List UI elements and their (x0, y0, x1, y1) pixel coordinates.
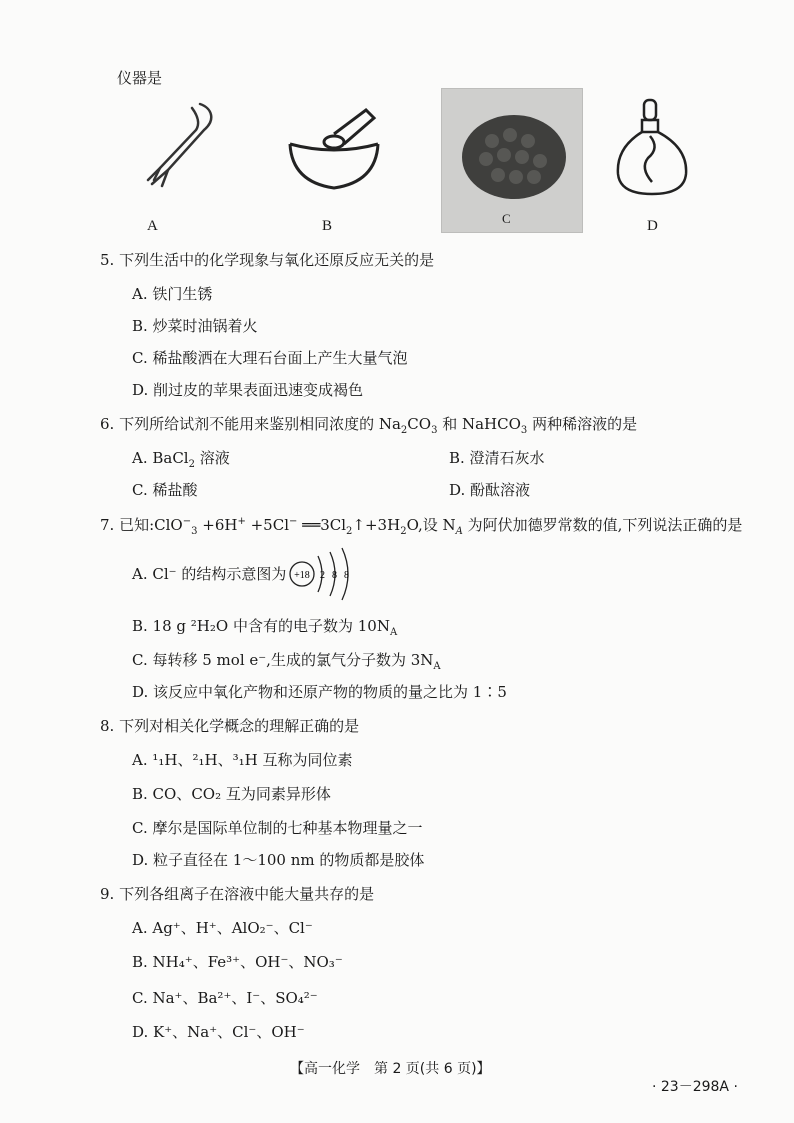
q6-option-b: B. 澄清石灰水 (449, 449, 545, 467)
figure-label-b: B (322, 218, 333, 234)
shell-2-count: 8 (332, 570, 337, 581)
nucleus-charge: +18 (294, 570, 310, 581)
intro-text: 仪器是 (117, 69, 163, 87)
mortar-pestle-icon (284, 104, 384, 194)
shell-3-count: 8 (344, 570, 349, 581)
q9-stem: 9. 下列各组离子在溶液中能大量共存的是 (100, 885, 375, 903)
q8-stem: 8. 下列对相关化学概念的理解正确的是 (100, 717, 360, 735)
alcohol-lamp-icon (612, 96, 692, 206)
chloride-ion-structure-diagram (286, 546, 362, 602)
q9-option-c: C. Na⁺、Ba²⁺、I⁻、SO₄²⁻ (132, 989, 318, 1007)
q5-option-c: C. 稀盐酸洒在大理石台面上产生大量气泡 (132, 349, 408, 367)
q8-option-a: A. ¹₁H、²₁H、³₁H 互称为同位素 (132, 751, 353, 769)
q7-option-a: A. Cl⁻ 的结构示意图为 (132, 565, 287, 583)
q9-option-b: B. NH₄⁺、Fe³⁺、OH⁻、NO₃⁻ (132, 953, 343, 971)
q8-option-b: B. CO、CO₂ 互为同素异形体 (132, 785, 331, 803)
q5-option-d: D. 削过皮的苹果表面迅速变成褐色 (132, 381, 364, 399)
shell-1-count: 2 (320, 570, 325, 581)
figure-label-d: D (647, 218, 658, 234)
q6-option-c: C. 稀盐酸 (132, 481, 198, 499)
evaporating-dish-photo (441, 88, 583, 233)
q5-stem: 5. 下列生活中的化学现象与氧化还原反应无关的是 (100, 251, 435, 269)
q8-option-d: D. 粒子直径在 1～100 nm 的物质都是胶体 (132, 851, 425, 869)
figure-label-a: A (147, 218, 158, 234)
q9-option-d: D. K⁺、Na⁺、Cl⁻、OH⁻ (132, 1023, 305, 1041)
q7-stem: 7. 已知:ClO−$_3$ +6H+ +5Cl− $══3Cl_2↑+3H_2O$,设 $N_A$ 为阿伏加德罗常数的值,下列说法正确的是 (100, 516, 743, 537)
q6-stem: 6. 下列所给试剂不能用来鉴别相同浓度的 $Na_2CO_3$ 和 NaHCO$_3$ 两种稀溶液的是 (100, 415, 638, 436)
q7-option-d: D. 该反应中氧化产物和还原产物的物质的量之比为 1∶5 (132, 683, 507, 701)
q7-option-c: C. 每转移 5 mol e⁻,生成的氯气分子数为 $3N_A$ (132, 651, 441, 672)
q7-option-b: B. 18 g ²H₂O 中含有的电子数为 $10N_A$ (132, 617, 398, 638)
q5-option-b: B. 炒菜时油锅着火 (132, 317, 258, 335)
q6-option-a: A. BaCl$_2$ 溶液 (132, 449, 230, 470)
q8-option-c: C. 摩尔是国际单位制的七种基本物理量之一 (132, 819, 423, 837)
exam-code: · 23－298A · (652, 1079, 738, 1095)
page-footer: 【高一化学 第 2 页(共 6 页)】 (290, 1061, 491, 1077)
tongs-icon (140, 96, 220, 196)
q9-option-a: A. Ag⁺、H⁺、AlO₂⁻、Cl⁻ (132, 919, 313, 937)
figure-label-c: C (502, 211, 511, 226)
q5-option-a: A. 铁门生锈 (132, 285, 213, 303)
q6-option-d: D. 酚酞溶液 (449, 481, 531, 499)
